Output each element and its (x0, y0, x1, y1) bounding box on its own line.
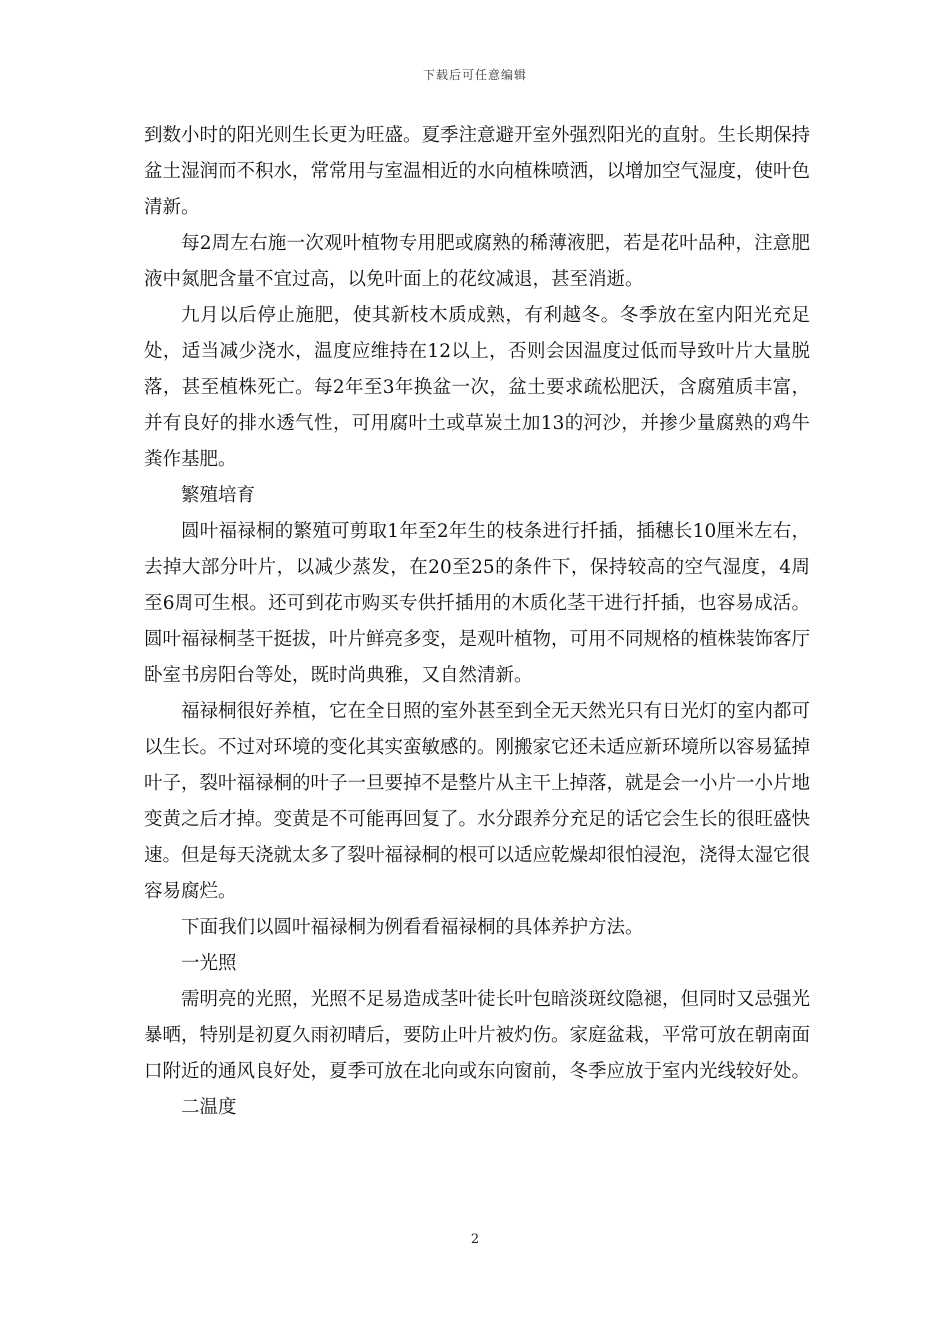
section-heading-propagation: 繁殖培育 (181, 485, 256, 506)
paragraph-fertilizing: 每2周左右施一次观叶植物专用肥或腐熟的稀薄液肥，若是花叶品种，注意肥液中氮肥含量不宜过高，以免叶面上的花纹减退，甚至消逝。 (144, 233, 810, 290)
section-heading-light: 一光照 (181, 953, 237, 974)
paragraph-winter-care: 九月以后停止施肥，使其新枝木质成熟，有利越冬。冬季放在室内阳光充足处，适当减少浇水，温度应维持在12以上，否则会因温度过低而导致叶片大量脱落，甚至植株死亡。每2年至3年换盆一次，盆土要求疏松肥沃，含腐殖质丰富，并有良好的排水透气性，可用腐叶土或草炭土加13的河沙，并掺少量腐熟的鸡牛粪作基肥。 (144, 305, 810, 470)
paragraph-intro-care: 下面我们以圆叶福禄桐为例看看福禄桐的具体养护方法。 (181, 917, 644, 938)
page-header: 下载后可任意编辑 (422, 68, 527, 82)
body-text (144, 118, 810, 1126)
paragraph-environment: 福禄桐很好养植，它在全日照的室外甚至到全无天然光只有日光灯的室内都可以生长。不过对环境的变化其实蛮敏感的。刚搬家它还未适应新环境所以容易猛掉叶子，裂叶福禄桐的叶子一旦要掉不是整片从主干上掉落，就是会一小片一小片地变黄之后才掉。变黄是不可能再回复了。水分跟养分充足的话它会生长的很旺盛快速。但是每天浇就太多了裂叶福禄桐的根可以适应乾燥却很怕浸泡，浇得太湿它很容易腐烂。 (144, 701, 811, 902)
section-heading-temperature: 二温度 (181, 1097, 237, 1118)
paragraph-light-watering: 到数小时的阳光则生长更为旺盛。夏季注意避开室外强烈阳光的直射。生长期保持盆土湿润而不积水，常常用与室温相近的水向植株喷洒，以增加空气湿度，使叶色清新。 (144, 125, 811, 218)
paragraph-light: 需明亮的光照，光照不足易造成茎叶徒长叶包暗淡斑纹隐褪，但同时又忌强光暴晒，特别是初夏久雨初晴后，要防止叶片被灼伤。家庭盆栽，平常可放在朝南面口附近的通风良好处，夏季可放在北向或东向窗前，冬季应放于室内光线较好处。 (144, 989, 811, 1082)
paragraph-propagation: 圆叶福禄桐的繁殖可剪取1年至2年生的枝条进行扦插，插穗长10厘米左右，去掉大部分叶片，以减少蒸发，在20至25的条件下，保持较高的空气湿度，4周至6周可生根。还可到花市购买专供扦插用的木质化茎干进行扦插，也容易成活。圆叶福禄桐茎干挺拔，叶片鲜亮多变，是观叶植物，可用不同规格的植株装饰客厅卧室书房阳台等处，既时尚典雅，又自然清新。 (144, 521, 811, 686)
page-number: 2 (470, 1232, 480, 1247)
